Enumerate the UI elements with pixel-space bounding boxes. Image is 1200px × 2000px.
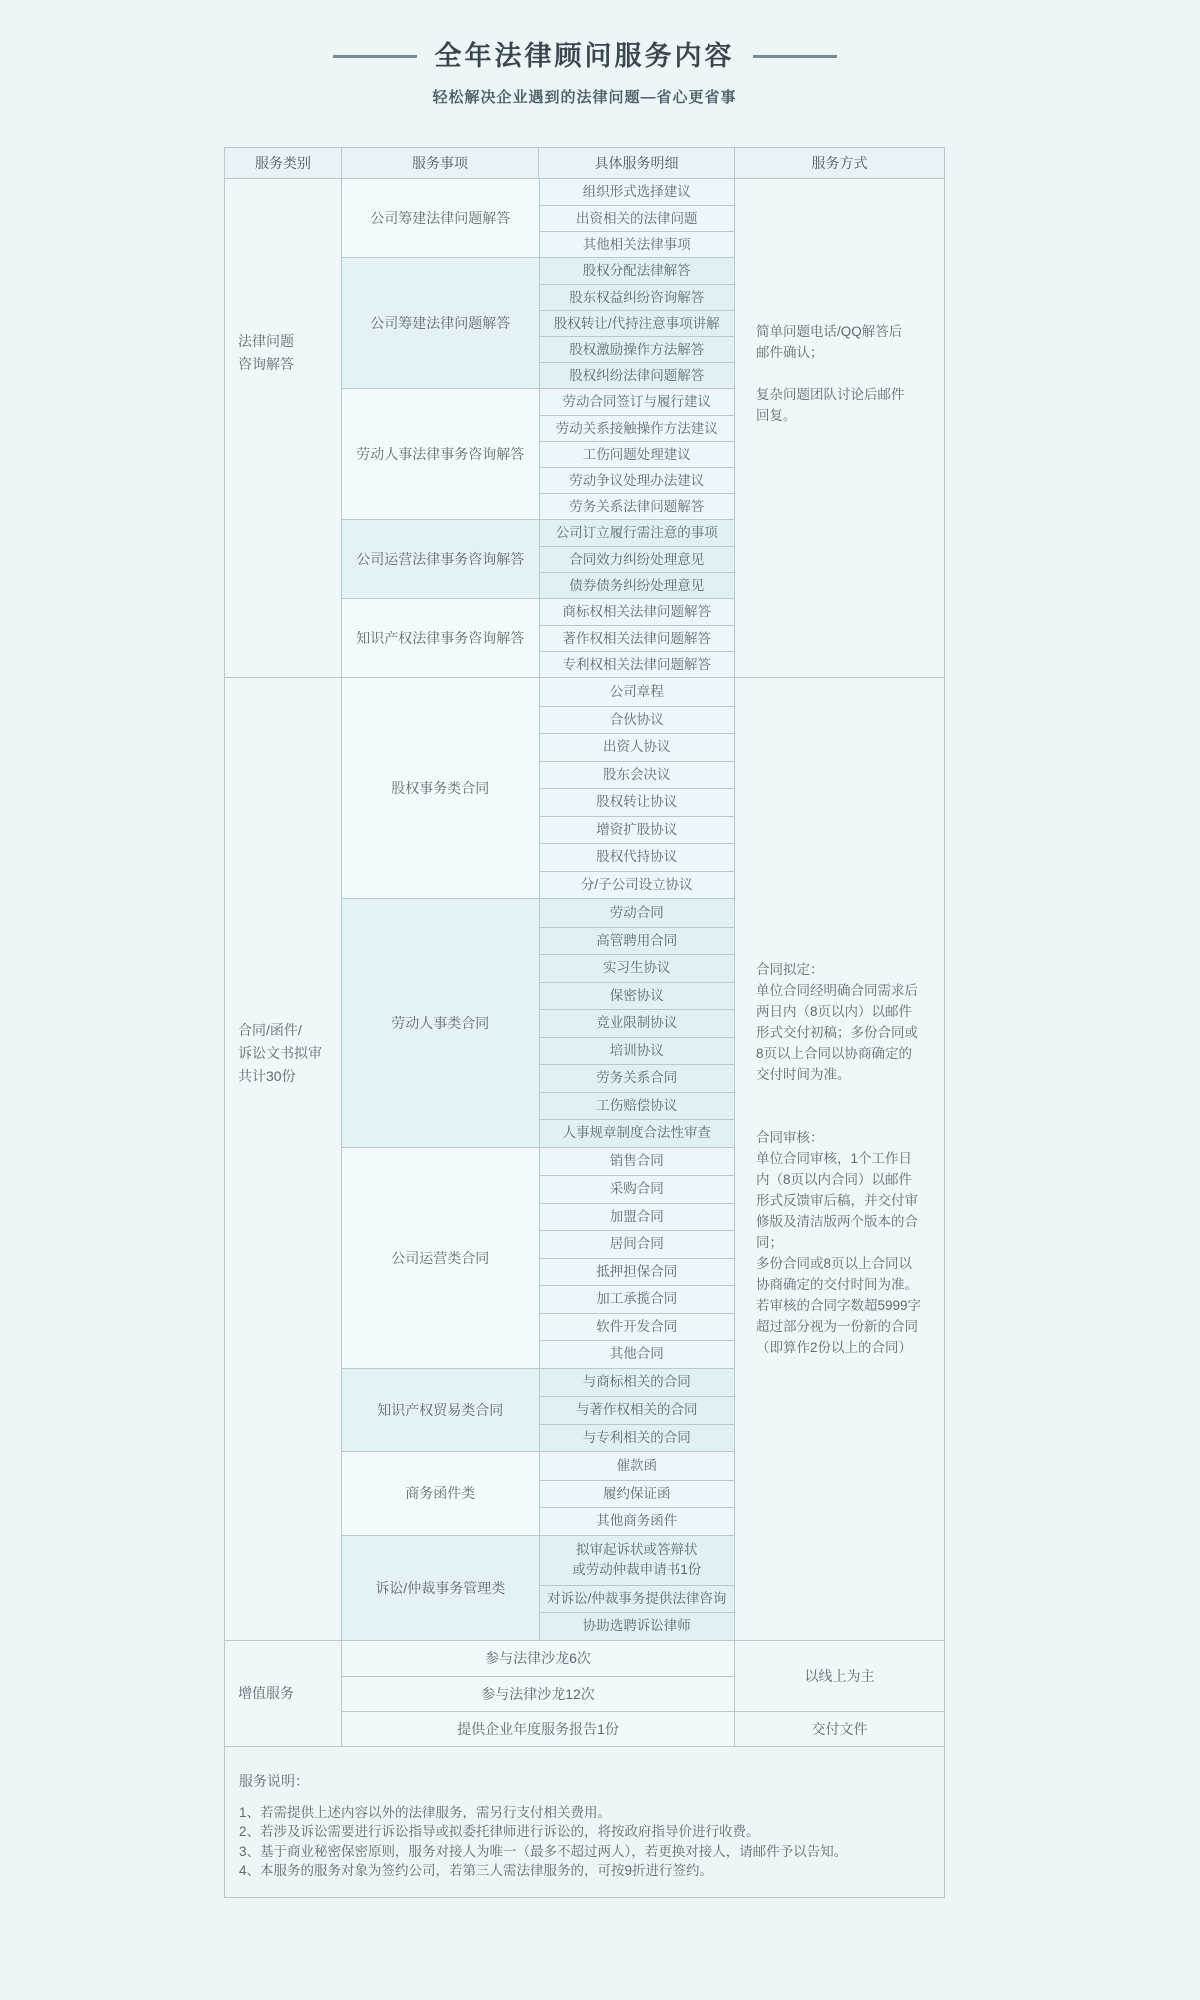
group-label: 公司运营类合同: [391, 1249, 490, 1266]
notes-title: 服务说明：: [239, 1772, 309, 1789]
group-label-cell: [342, 899, 539, 1147]
method-line: 形式反馈审后稿，并交付审: [756, 1193, 918, 1209]
detail-list: [539, 1148, 734, 1368]
method-line: 内（8页以内合同）以邮件: [756, 1172, 913, 1188]
detail-cell: 其他相关法律事项: [540, 231, 734, 257]
detail-cell: 出资相关的法律问题: [540, 205, 734, 231]
detail-cell: 出资人协议: [540, 733, 734, 761]
value-added-method-cell: 以线上为主: [735, 1641, 944, 1712]
detail-cell: 合同效力纠纷处理意见: [540, 546, 734, 572]
detail-cell: 商标权相关法律问题解答: [540, 599, 734, 625]
group-label-cell: [342, 1452, 539, 1535]
detail-list: [539, 1452, 734, 1535]
note-item: 1、若需提供上述内容以外的法律服务，需另行支付相关费用。: [239, 1804, 612, 1820]
category-label-line: 诉讼文书拟审: [238, 1045, 322, 1062]
method-line: [756, 1106, 930, 1127]
method-line: 邮件确认；: [756, 344, 824, 360]
detail-cell: 公司章程: [540, 678, 734, 706]
group-label: 诉讼/仲裁事务管理类: [375, 1579, 506, 1596]
method-line: 简单问题电话/QQ解答后: [756, 323, 903, 339]
table-section: [225, 678, 944, 1641]
header-service-method: 服务方式: [734, 148, 944, 178]
category-label-line: 咨询解答: [238, 356, 294, 372]
method-cell: [735, 678, 944, 1640]
method-line: 修版及清洁版两个版本的合: [756, 1214, 918, 1230]
detail-cell: 劳动合同: [540, 899, 734, 927]
group-label-cell: [342, 1536, 539, 1640]
header-service-item: 服务事项: [341, 148, 538, 178]
detail-cell: 工伤问题处理建议: [540, 441, 734, 467]
method-line: 单位合同审核，1个工作日: [756, 1151, 913, 1167]
detail-cell: 协助选聘诉讼律师: [540, 1612, 734, 1640]
page-title: 全年法律顾问服务内容: [434, 41, 735, 71]
group-label: 知识产权法律事务咨询解答: [356, 630, 525, 646]
detail-cell: 对诉讼/仲裁事务提供法律咨询: [540, 1585, 734, 1613]
detail-line: 拟审起诉状或答辩状: [576, 1542, 698, 1557]
title-dash-left: [333, 55, 417, 58]
detail-list: [539, 389, 734, 519]
method-line: 合同审核：: [756, 1130, 824, 1146]
page-subtitle: 轻松解决企业遇到的法律问题—省心更省事: [432, 89, 737, 106]
value-added-method-cell: 交付文件: [811, 1720, 868, 1737]
value-added-row: 提供企业年度服务报告1份: [342, 1711, 734, 1746]
detail-cell: 与专利相关的合同: [540, 1424, 734, 1452]
method-line: 若审核的合同字数超5999字: [756, 1298, 922, 1314]
group-label: 公司筹建法律问题解答: [370, 210, 511, 226]
category-label-line: 增值服务: [238, 1684, 294, 1701]
category-cell: [225, 179, 341, 677]
group-label-cell: [342, 1369, 539, 1452]
service-group: [342, 519, 734, 598]
detail-list: [539, 599, 734, 677]
detail-cell: 组织形式选择建议: [540, 179, 734, 205]
title-dash-right: [753, 55, 837, 58]
detail-cell: 催款函: [540, 1452, 734, 1480]
category-cell: [225, 678, 341, 1640]
service-notes: [225, 1747, 944, 1897]
detail-cell: 股权激励操作方法解答: [540, 336, 734, 362]
detail-cell: 股权代持协议: [540, 843, 734, 871]
detail-cell: 劳务关系合同: [540, 1064, 734, 1092]
value-added-methods: [735, 1641, 944, 1746]
group-label: 公司运营法律事务咨询解答: [356, 551, 525, 567]
detail-cell: 增资扩股协议: [540, 816, 734, 844]
method-line: 协商确定的交付时间为准。: [756, 1277, 918, 1293]
category-label-line: 共计30份: [238, 1068, 296, 1085]
sections-root: [225, 179, 944, 1747]
page-content: [224, 0, 945, 1898]
detail-cell: 竞业限制协议: [540, 1009, 734, 1037]
group-label-cell: [342, 599, 539, 677]
group-label-cell: [342, 258, 539, 388]
detail-cell: 分/子公司设立协议: [540, 871, 734, 899]
method-line: （即算作2份以上的合同）: [756, 1340, 913, 1356]
detail-cell: 履约保证函: [540, 1480, 734, 1508]
detail-cell: 人事规章制度合法性审查: [540, 1119, 734, 1147]
detail-cell: 其他合同: [540, 1340, 734, 1368]
value-added-rows: [341, 1641, 735, 1746]
category-label-line: 法律问题: [238, 333, 294, 349]
service-group: [342, 598, 734, 677]
detail-cell: 抵押担保合同: [540, 1258, 734, 1286]
groups-column: [341, 678, 735, 1640]
detail-cell: 高管聘用合同: [540, 927, 734, 955]
method-cell: [735, 179, 944, 677]
service-group: [342, 678, 734, 898]
service-table: [224, 147, 945, 1898]
detail-cell: 著作权相关法律问题解答: [540, 625, 734, 651]
detail-cell: 专利权相关法律问题解答: [540, 651, 734, 677]
detail-cell: 软件开发合同: [540, 1313, 734, 1341]
group-label-cell: [342, 179, 539, 257]
detail-list: [539, 678, 734, 898]
group-label-cell: [342, 678, 539, 898]
groups-column: [341, 179, 735, 677]
detail-cell: 劳务关系法律问题解答: [540, 493, 734, 519]
detail-cell: 加盟合同: [540, 1203, 734, 1231]
group-label-cell: [342, 520, 539, 598]
detail-cell: 股东会决议: [540, 761, 734, 789]
detail-list: [539, 1369, 734, 1452]
service-group: [342, 1535, 734, 1640]
service-group: [342, 1451, 734, 1535]
method-line: [756, 363, 930, 384]
detail-cell: 公司订立履行需注意的事项: [540, 520, 734, 546]
group-label: 劳动人事法律事务咨询解答: [356, 446, 525, 462]
value-added-row: 参与法律沙龙12次: [342, 1676, 734, 1711]
detail-cell: 工伤赔偿协议: [540, 1092, 734, 1120]
method-line: 回复。: [756, 407, 797, 423]
service-group: [342, 257, 734, 388]
detail-cell: 股东权益纠纷咨询解答: [540, 284, 734, 310]
detail-list: [539, 179, 734, 257]
header-service-category: 服务类别: [255, 155, 311, 171]
method-line: 两日内（8页以内）以邮件: [756, 1004, 913, 1020]
method-line: 多份合同或8页以上合同以: [756, 1256, 913, 1272]
note-item: 4、本服务的服务对象为签约公司，若第三人需法律服务的，可按9折进行签约。: [239, 1863, 714, 1878]
detail-list: [539, 1536, 734, 1640]
service-group: [342, 1368, 734, 1452]
method-line: 形式交付初稿；多份合同或: [756, 1025, 918, 1041]
detail-cell: 债券债务纠纷处理意见: [540, 572, 734, 598]
category-cell: [225, 1641, 341, 1746]
method-line: 单位合同经明确合同需求后: [756, 983, 918, 999]
detail-cell: 其他商务函件: [540, 1507, 734, 1535]
detail-cell: 销售合同: [540, 1148, 734, 1176]
method-line: 交付时间为准。: [756, 1067, 851, 1083]
method-text: [735, 959, 944, 1358]
method-line: 复杂问题团队讨论后邮件: [756, 386, 905, 402]
method-line: 8页以上合同以协商确定的: [756, 1046, 913, 1062]
service-group: [342, 898, 734, 1147]
detail-cell: 股权纠纷法律问题解答: [540, 362, 734, 388]
detail-list: [539, 258, 734, 388]
group-label-cell: [342, 1148, 539, 1368]
detail-cell: 劳动争议处理办法建议: [540, 467, 734, 493]
notes-list: [239, 1803, 924, 1881]
service-group: [342, 179, 734, 257]
detail-cell: 采购合同: [540, 1175, 734, 1203]
detail-cell: 劳动合同签订与履行建议: [540, 389, 734, 415]
value-added-section: [225, 1641, 944, 1747]
detail-list: [539, 520, 734, 598]
detail-cell: 股权分配法律解答: [540, 258, 734, 284]
detail-cell: 与商标相关的合同: [540, 1369, 734, 1397]
masthead: [224, 0, 945, 107]
group-label: 公司筹建法律问题解答: [370, 315, 511, 331]
group-label-cell: [342, 389, 539, 519]
header-service-detail: 具体服务明细: [538, 148, 734, 178]
detail-cell: 股权转让/代持注意事项讲解: [540, 310, 734, 336]
note-item: 2、若涉及诉讼需要进行诉讼指导或拟委托律师进行诉讼的，将按政府指导价进行收费。: [239, 1824, 760, 1839]
group-label: 商务函件类: [405, 1485, 476, 1502]
detail-line: 或劳动仲裁申请书1份: [572, 1562, 702, 1577]
note-item: 3、基于商业秘密保密原则，服务对接人为唯一（最多不超过两人），若更换对接人，请邮件予以告知。: [239, 1843, 848, 1859]
table-section: [225, 179, 944, 678]
detail-cell: 保密协议: [540, 982, 734, 1010]
detail-cell: 居间合同: [540, 1230, 734, 1258]
category-label-line: 合同/函件/: [238, 1022, 302, 1039]
value-added-row: 参与法律沙龙6次: [342, 1641, 734, 1676]
detail-cell: 股权转让协议: [540, 788, 734, 816]
method-line: 同；: [756, 1235, 783, 1251]
group-label: 劳动人事类合同: [391, 1014, 490, 1031]
detail-list: [539, 899, 734, 1147]
group-label: 股权事务类合同: [391, 780, 490, 796]
detail-cell: 劳动关系接触操作方法建议: [540, 415, 734, 441]
table-header-row: [225, 148, 944, 179]
method-line: 合同拟定：: [756, 962, 824, 978]
detail-cell: 培训协议: [540, 1037, 734, 1065]
service-group: [342, 1147, 734, 1368]
group-label: 知识产权贸易类合同: [377, 1401, 504, 1418]
method-line: [756, 1085, 930, 1106]
method-text: [735, 321, 944, 426]
method-line: 超过部分视为一份新的合同: [756, 1319, 918, 1335]
detail-cell: [540, 1536, 734, 1585]
service-group: [342, 388, 734, 519]
detail-cell: 加工承揽合同: [540, 1285, 734, 1313]
detail-cell: 实习生协议: [540, 954, 734, 982]
detail-cell: 合伙协议: [540, 706, 734, 734]
detail-cell: 与著作权相关的合同: [540, 1396, 734, 1424]
title-row: [224, 40, 945, 72]
